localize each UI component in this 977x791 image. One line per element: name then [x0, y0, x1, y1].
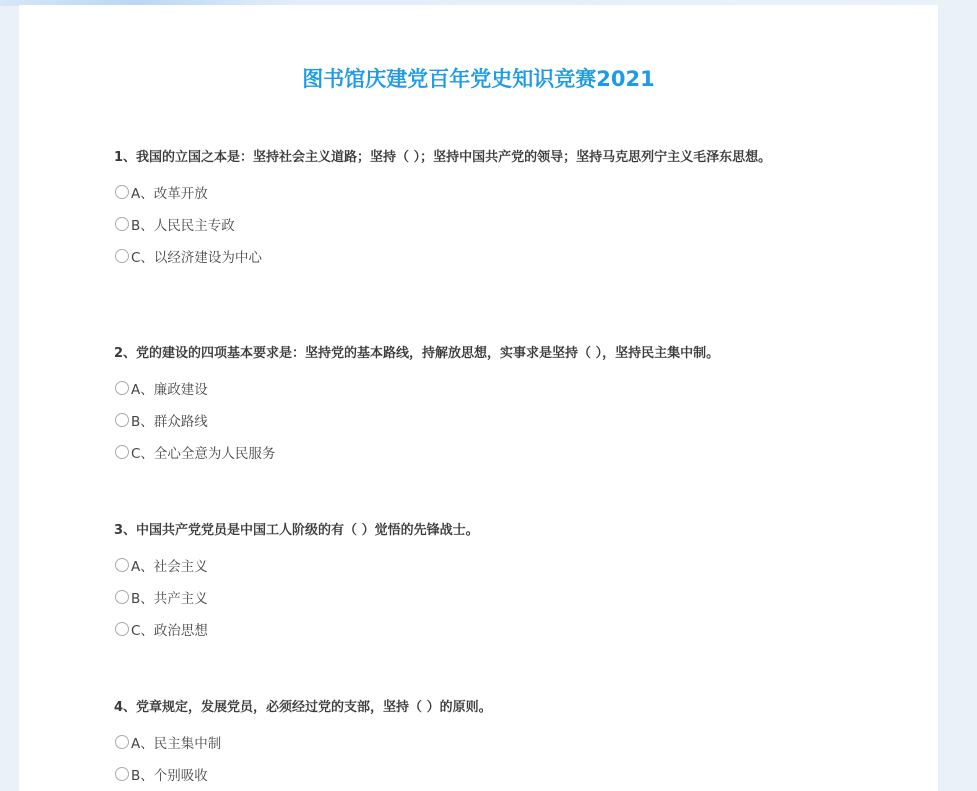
option-a[interactable]: [115, 726, 844, 758]
option-label: C、政治思想: [131, 623, 208, 639]
quiz-card: [19, 5, 938, 791]
question-text: 3、中国共产党党员是中国工人阶级的有（ ）觉悟的先锋战士。: [114, 523, 479, 538]
option-c[interactable]: [115, 613, 844, 645]
radio-button[interactable]: [115, 767, 129, 781]
options-list: [114, 549, 844, 645]
option-a[interactable]: [115, 549, 844, 581]
radio-button[interactable]: [115, 735, 129, 749]
option-label: C、以经济建设为中心: [131, 250, 262, 266]
option-label: A、廉政建设: [131, 382, 208, 398]
option-label: A、社会主义: [131, 559, 208, 575]
radio-button[interactable]: [115, 185, 129, 199]
option-label: A、民主集中制: [131, 736, 222, 752]
option-label: A、改革开放: [131, 186, 208, 202]
option-b[interactable]: [115, 404, 844, 436]
option-label: B、群众路线: [131, 414, 208, 430]
radio-button[interactable]: [115, 217, 129, 231]
option-label: B、人民民主专政: [131, 218, 235, 234]
page-title: 图书馆庆建党百年党史知识竞赛2021: [302, 67, 655, 91]
option-c[interactable]: [115, 436, 844, 468]
option-label: B、个别吸收: [131, 768, 208, 784]
question-2: [114, 344, 844, 468]
option-c[interactable]: [115, 240, 844, 272]
option-b[interactable]: [115, 758, 844, 790]
radio-button[interactable]: [115, 558, 129, 572]
radio-button[interactable]: [115, 381, 129, 395]
question-3: [114, 521, 844, 645]
option-label: B、共产主义: [131, 591, 208, 607]
option-b[interactable]: [115, 208, 844, 240]
radio-button[interactable]: [115, 622, 129, 636]
option-label: C、全心全意为人民服务: [131, 446, 276, 462]
question-4: [114, 698, 844, 790]
options-list: [114, 726, 844, 790]
question-text: 1、我国的立国之本是：坚持社会主义道路；坚持（ ）；坚持中国共产党的领导；坚持马克思列宁主义毛泽东思想。: [114, 150, 772, 165]
option-b[interactable]: [115, 581, 844, 613]
options-list: [114, 372, 844, 468]
options-list: [114, 176, 844, 272]
radio-button[interactable]: [115, 445, 129, 459]
radio-button[interactable]: [115, 249, 129, 263]
radio-button[interactable]: [115, 590, 129, 604]
question-text: 4、党章规定，发展党员，必须经过党的支部，坚持（ ）的原则。: [114, 700, 492, 715]
question-1: [114, 148, 844, 272]
radio-button[interactable]: [115, 413, 129, 427]
option-a[interactable]: [115, 372, 844, 404]
question-text: 2、党的建设的四项基本要求是：坚持党的基本路线，持解放思想，实事求是坚持（ ），坚持民主集中制。: [114, 346, 720, 361]
option-a[interactable]: [115, 176, 844, 208]
